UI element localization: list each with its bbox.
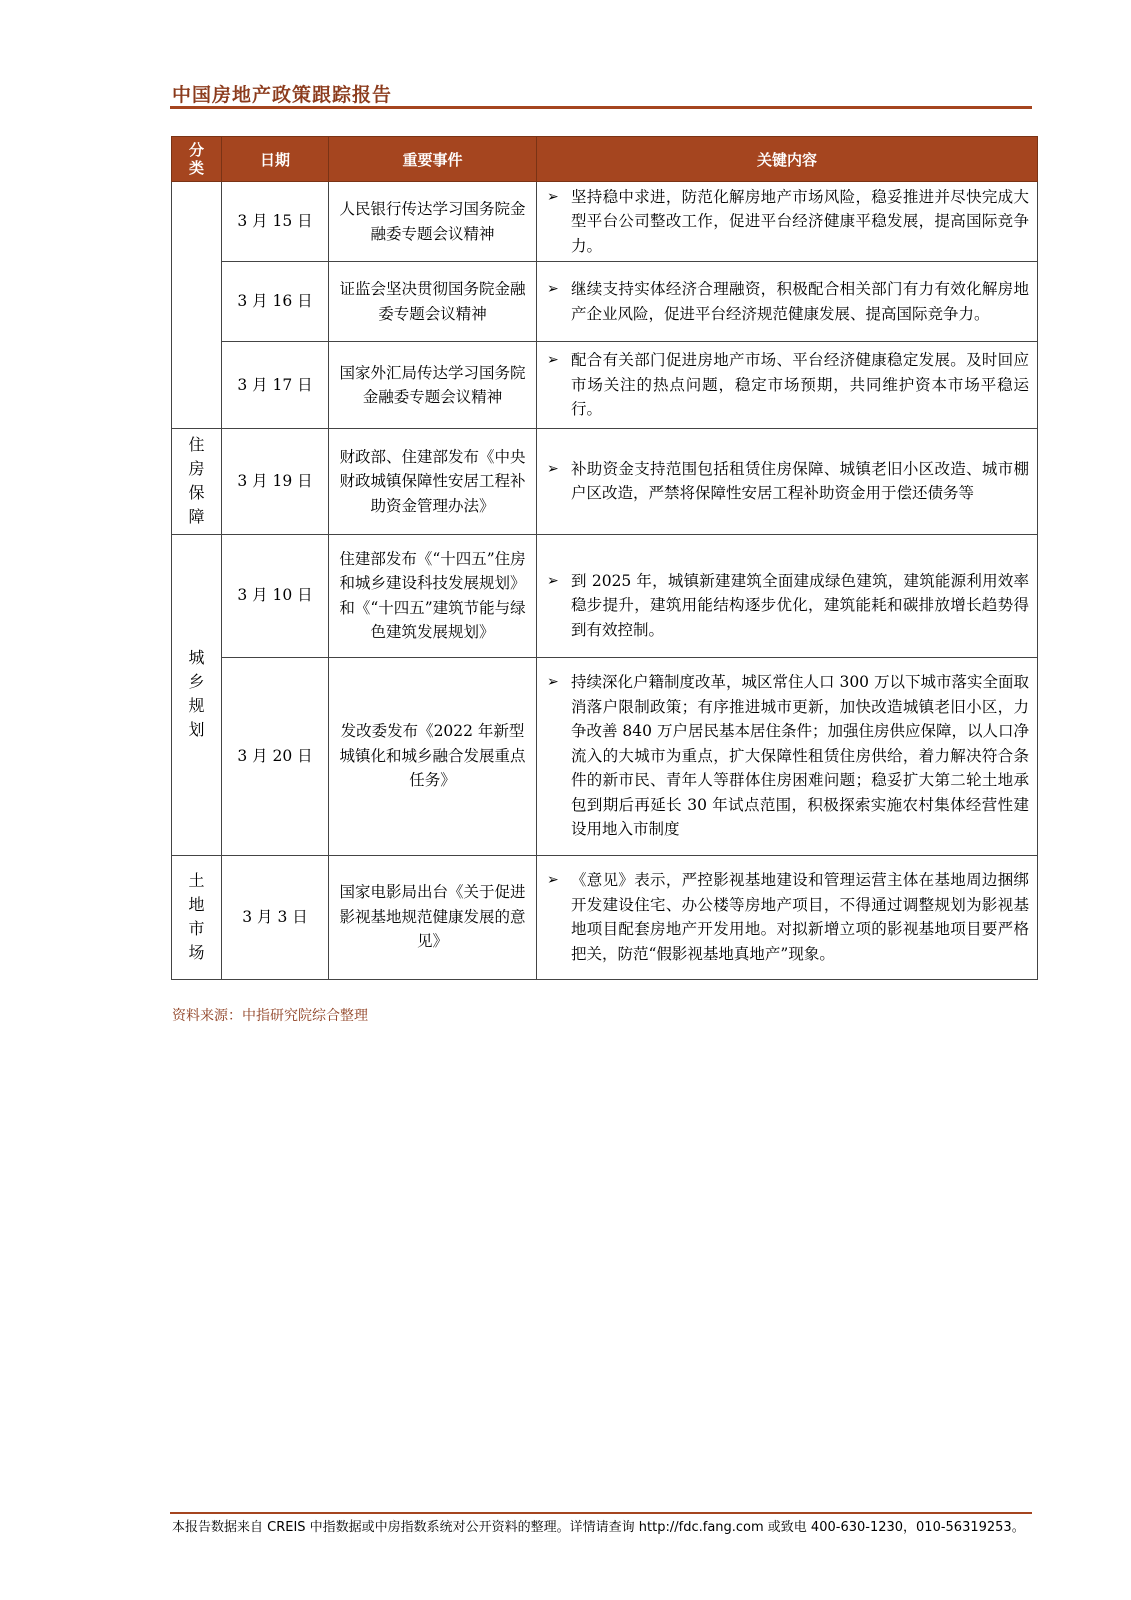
- header-category: 分类: [172, 137, 222, 182]
- event-cell: 人民银行传达学习国务院金融委专题会议精神: [329, 182, 537, 262]
- content-cell: ➢ 到 2025 年，城镇新建建筑全面建成绿色建筑，建筑能源利用效率稳步提升，建筑用能结构逐步优化，建筑能耗和碳排放增长趋势得到有效控制。: [537, 534, 1038, 657]
- category-cell: 土地市场: [172, 855, 222, 979]
- date-cell: 3 月 15 日: [222, 182, 329, 262]
- source-note: 资料来源：中指研究院综合整理: [172, 1008, 368, 1024]
- footer-divider: [170, 1512, 1032, 1514]
- category-cell: 住房保障: [172, 429, 222, 535]
- arrow-bullet-icon: ➢: [547, 460, 559, 477]
- arrow-bullet-icon: ➢: [547, 674, 559, 691]
- table-row: [172, 342, 1038, 429]
- event-cell: 国家电影局出台《关于促进影视基地规范健康发展的意见》: [329, 855, 537, 979]
- event-cell: 财政部、住建部发布《中央财政城镇保障性安居工程补助资金管理办法》: [329, 429, 537, 535]
- header-divider: [170, 106, 1032, 109]
- event-cell: 住建部发布《“十四五”住房和城乡建设科技发展规划》和《“十四五”建筑节能与绿色建筑发展规划》: [329, 534, 537, 657]
- table-header-row: [172, 137, 1038, 182]
- table-row: [172, 657, 1038, 855]
- event-cell: 证监会坚决贯彻国务院金融委专题会议精神: [329, 262, 537, 342]
- content-cell: ➢ 坚持稳中求进，防范化解房地产市场风险，稳妥推进并尽快完成大型平台公司整改工作，促进平台经济健康平稳发展，提高国际竞争力。: [537, 182, 1038, 262]
- content-cell: ➢ 《意见》表示，严控影视基地建设和管理运营主体在基地周边捆绑开发建设住宅、办公楼等房地产项目，不得通过调整规划为影视基地项目配套房地产开发用地。对拟新增立项的影视基地项目要严格把关，防范“假影视基地真地产”现象。: [537, 855, 1038, 979]
- date-cell: 3 月 20 日: [222, 657, 329, 855]
- report-title: 中国房地产政策跟踪报告: [172, 84, 393, 106]
- arrow-bullet-icon: ➢: [547, 572, 559, 589]
- date-cell: 3 月 16 日: [222, 262, 329, 342]
- category-cell: 城乡规划: [172, 534, 222, 855]
- date-cell: 3 月 17 日: [222, 342, 329, 429]
- table-row: [172, 855, 1038, 979]
- date-cell: 3 月 19 日: [222, 429, 329, 535]
- table-row: [172, 534, 1038, 657]
- arrow-bullet-icon: ➢: [547, 352, 559, 369]
- date-cell: 3 月 10 日: [222, 534, 329, 657]
- table-row: [172, 429, 1038, 535]
- table-row: [172, 262, 1038, 342]
- header-date: 日期: [222, 137, 329, 182]
- table-row: [172, 182, 1038, 262]
- event-cell: 发改委发布《2022 年新型城镇化和城乡融合发展重点任务》: [329, 657, 537, 855]
- arrow-bullet-icon: ➢: [547, 188, 559, 205]
- arrow-bullet-icon: ➢: [547, 872, 559, 888]
- arrow-bullet-icon: ➢: [547, 281, 559, 297]
- date-cell: 3 月 3 日: [222, 855, 329, 979]
- footer-text: 本报告数据来自 CREIS 中指数据或中房指数系统对公开资料的整理。详情请查询 http://fdc.fang.com 或致电 400-630-1230，010-56319253。: [172, 1520, 1025, 1535]
- event-cell: 国家外汇局传达学习国务院金融委专题会议精神: [329, 342, 537, 429]
- policy-table: [171, 136, 1038, 980]
- content-cell: ➢ 继续支持实体经济合理融资，积极配合相关部门有力有效化解房地产企业风险，促进平台经济规范健康发展、提高国际竞争力。: [537, 262, 1038, 342]
- header-event: 重要事件: [329, 137, 537, 182]
- category-cell: [172, 182, 222, 429]
- header-content: 关键内容: [537, 137, 1038, 182]
- content-cell: ➢ 配合有关部门促进房地产市场、平台经济健康稳定发展。及时回应市场关注的热点问题，稳定市场预期，共同维护资本市场平稳运行。: [537, 342, 1038, 429]
- content-cell: ➢ 持续深化户籍制度改革，城区常住人口 300 万以下城市落实全面取消落户限制政策；有序推进城市更新，加快改造城镇老旧小区，力争改善 840 万户居民基本居住条件；加强住房供应保障，以人口净流入的大城市为重点，扩大保障性租赁住房供给，着力解决符合条件的新市民、青年人等群体住房困难问题；稳妥扩大第二轮土地承包到期后再延长 30 年试点范围，积极探索实施农村集体经营性建设用地入市制度: [537, 657, 1038, 855]
- content-cell: ➢ 补助资金支持范围包括租赁住房保障、城镇老旧小区改造、城市棚户区改造，严禁将保障性安居工程补助资金用于偿还债务等: [537, 429, 1038, 535]
